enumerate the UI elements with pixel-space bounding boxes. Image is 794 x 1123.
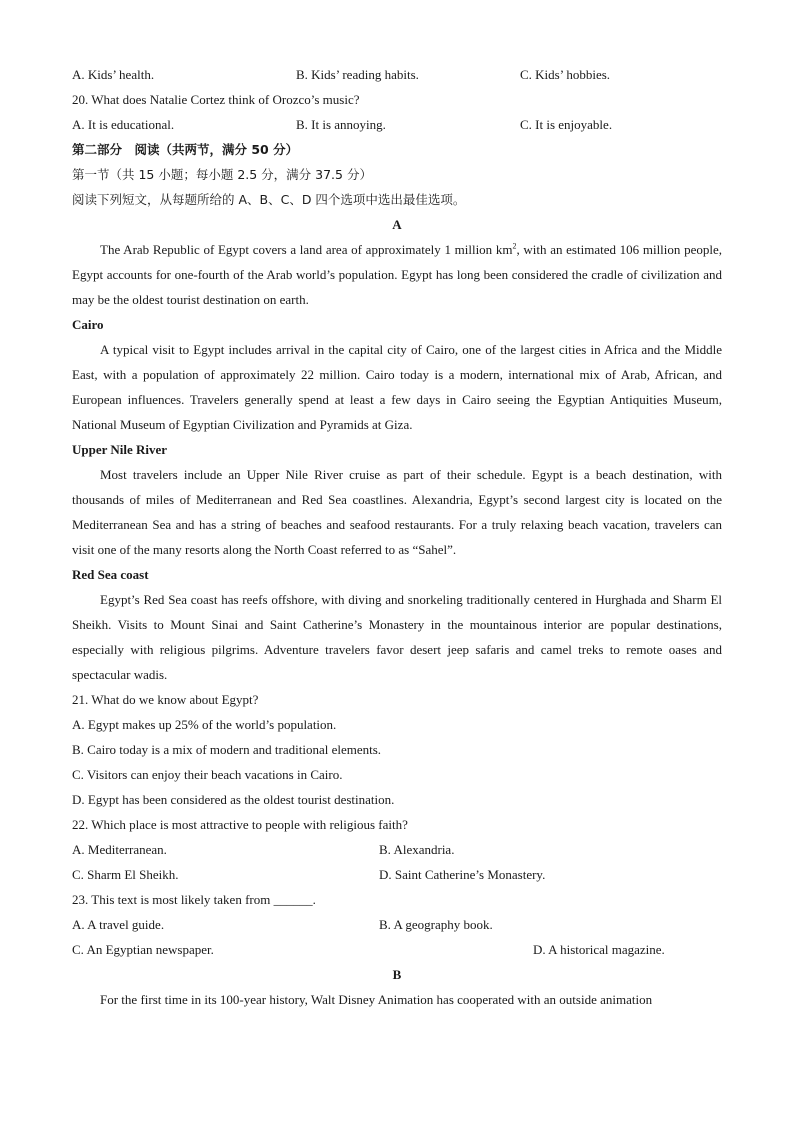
q21-option-d[interactable]: D. Egypt has been considered as the oldest tourist destination. (72, 792, 395, 807)
q19-option-a[interactable]: A. Kids’ health. (72, 67, 155, 82)
cairo-paragraph: A typical visit to Egypt includes arrival in the capital city of Cairo, one of the largest cities in Africa and the Middle East, with a population of approximately 22 million. Cairo today is a modern, international mix of Arab, African, and European influences. Travelers generally spend at least a few days in Cairo seeing the Egyptian Antiquities Museum, National Museum of Egyptian Civilization and Pyramids at Giza. (72, 342, 722, 432)
section1-title: 第一节（共 15 小题；每小题 2.5 分，满分 37.5 分） (72, 167, 372, 182)
q23-option-c[interactable]: C. An Egyptian newspaper. (72, 942, 214, 957)
q22-options-row2 (72, 862, 722, 887)
exam-page (72, 62, 722, 1012)
redsea-paragraph: Egypt’s Red Sea coast has reefs offshore, with diving and snorkeling traditionally centered in Hurghada and Sharm El Sheikh. Visits to Mount Sinai and Saint Catherine’s Monastery in the mountainous interior are popular destinations, especially with religious pilgrims. Adventure travelers favor desert jeep safaris and camel treks to remote oases and spectacular wadis. (72, 592, 722, 682)
instructions: 阅读下列短文，从每题所给的 A、B、C、D 四个选项中选出最佳选项。 (72, 192, 466, 207)
q21-option-a[interactable]: A. Egypt makes up 25% of the world’s population. (72, 717, 337, 732)
q23-options-row2 (72, 937, 722, 962)
q23-option-d[interactable]: D. A historical magazine. (533, 942, 665, 957)
q20-option-a[interactable]: A. It is educational. (72, 117, 175, 132)
q19-option-c[interactable]: C. Kids’ hobbies. (520, 67, 611, 82)
nile-heading: Upper Nile River (72, 442, 168, 457)
q22-option-c[interactable]: C. Sharm El Sheikh. (72, 867, 179, 882)
q23-option-a[interactable]: A. A travel guide. (72, 917, 165, 932)
redsea-heading: Red Sea coast (72, 567, 149, 582)
passage-a-label: A (392, 217, 402, 232)
nile-paragraph: Most travelers include an Upper Nile River cruise as part of their schedule. Egypt is a beach destination, with thousands of miles of Mediterranean and Red Sea coastlines. Alexandria, Egypt’s second largest city is located on the Mediterranean Sea and has a string of beaches and seafood restaurants. For a truly relaxing beach vacation, travelers can visit one of the many resorts along the North Coast referred to as “Sahel”. (72, 467, 722, 557)
q22-options-row1 (72, 837, 722, 862)
q21-option-b[interactable]: B. Cairo today is a mix of modern and traditional elements. (72, 742, 382, 757)
q21-option-c[interactable]: C. Visitors can enjoy their beach vacations in Cairo. (72, 767, 343, 782)
q20-option-b[interactable]: B. It is annoying. (296, 117, 386, 132)
q20-options (72, 112, 722, 137)
passage-a-intro: The Arab Republic of Egypt covers a land area of approximately 1 million $km^2$, with an estimated 106 million people, Egypt accounts for one-fourth of the Arab world’s population. Egypt has long been considered the cradle of civilization and may be the oldest tourist destination on earth. (72, 241, 722, 307)
q20-option-c[interactable]: C. It is enjoyable. (520, 117, 613, 132)
q23-question: 23. This text is most likely taken from ______. (72, 892, 316, 907)
q19-options (72, 62, 722, 87)
q23-option-b[interactable]: B. A geography book. (379, 917, 493, 932)
q19-option-b[interactable]: B. Kids’ reading habits. (296, 67, 419, 82)
part2-title: 第二部分 阅读（共两节，满分 50 分） (72, 142, 299, 157)
q23-options-row1 (72, 912, 722, 937)
q21-question: 21. What do we know about Egypt? (72, 692, 259, 707)
cairo-heading: Cairo (72, 317, 104, 332)
q22-question: 22. Which place is most attractive to people with religious faith? (72, 817, 408, 832)
passage-b-label: B (392, 967, 402, 982)
q22-option-a[interactable]: A. Mediterranean. (72, 842, 167, 857)
q20-question: 20. What does Natalie Cortez think of Orozco’s music? (72, 92, 360, 107)
passage-b-intro: For the first time in its 100-year history, Walt Disney Animation has cooperated with an outside animation (100, 992, 653, 1007)
q22-option-b[interactable]: B. Alexandria. (379, 842, 455, 857)
q22-option-d[interactable]: D. Saint Catherine’s Monastery. (379, 867, 546, 882)
